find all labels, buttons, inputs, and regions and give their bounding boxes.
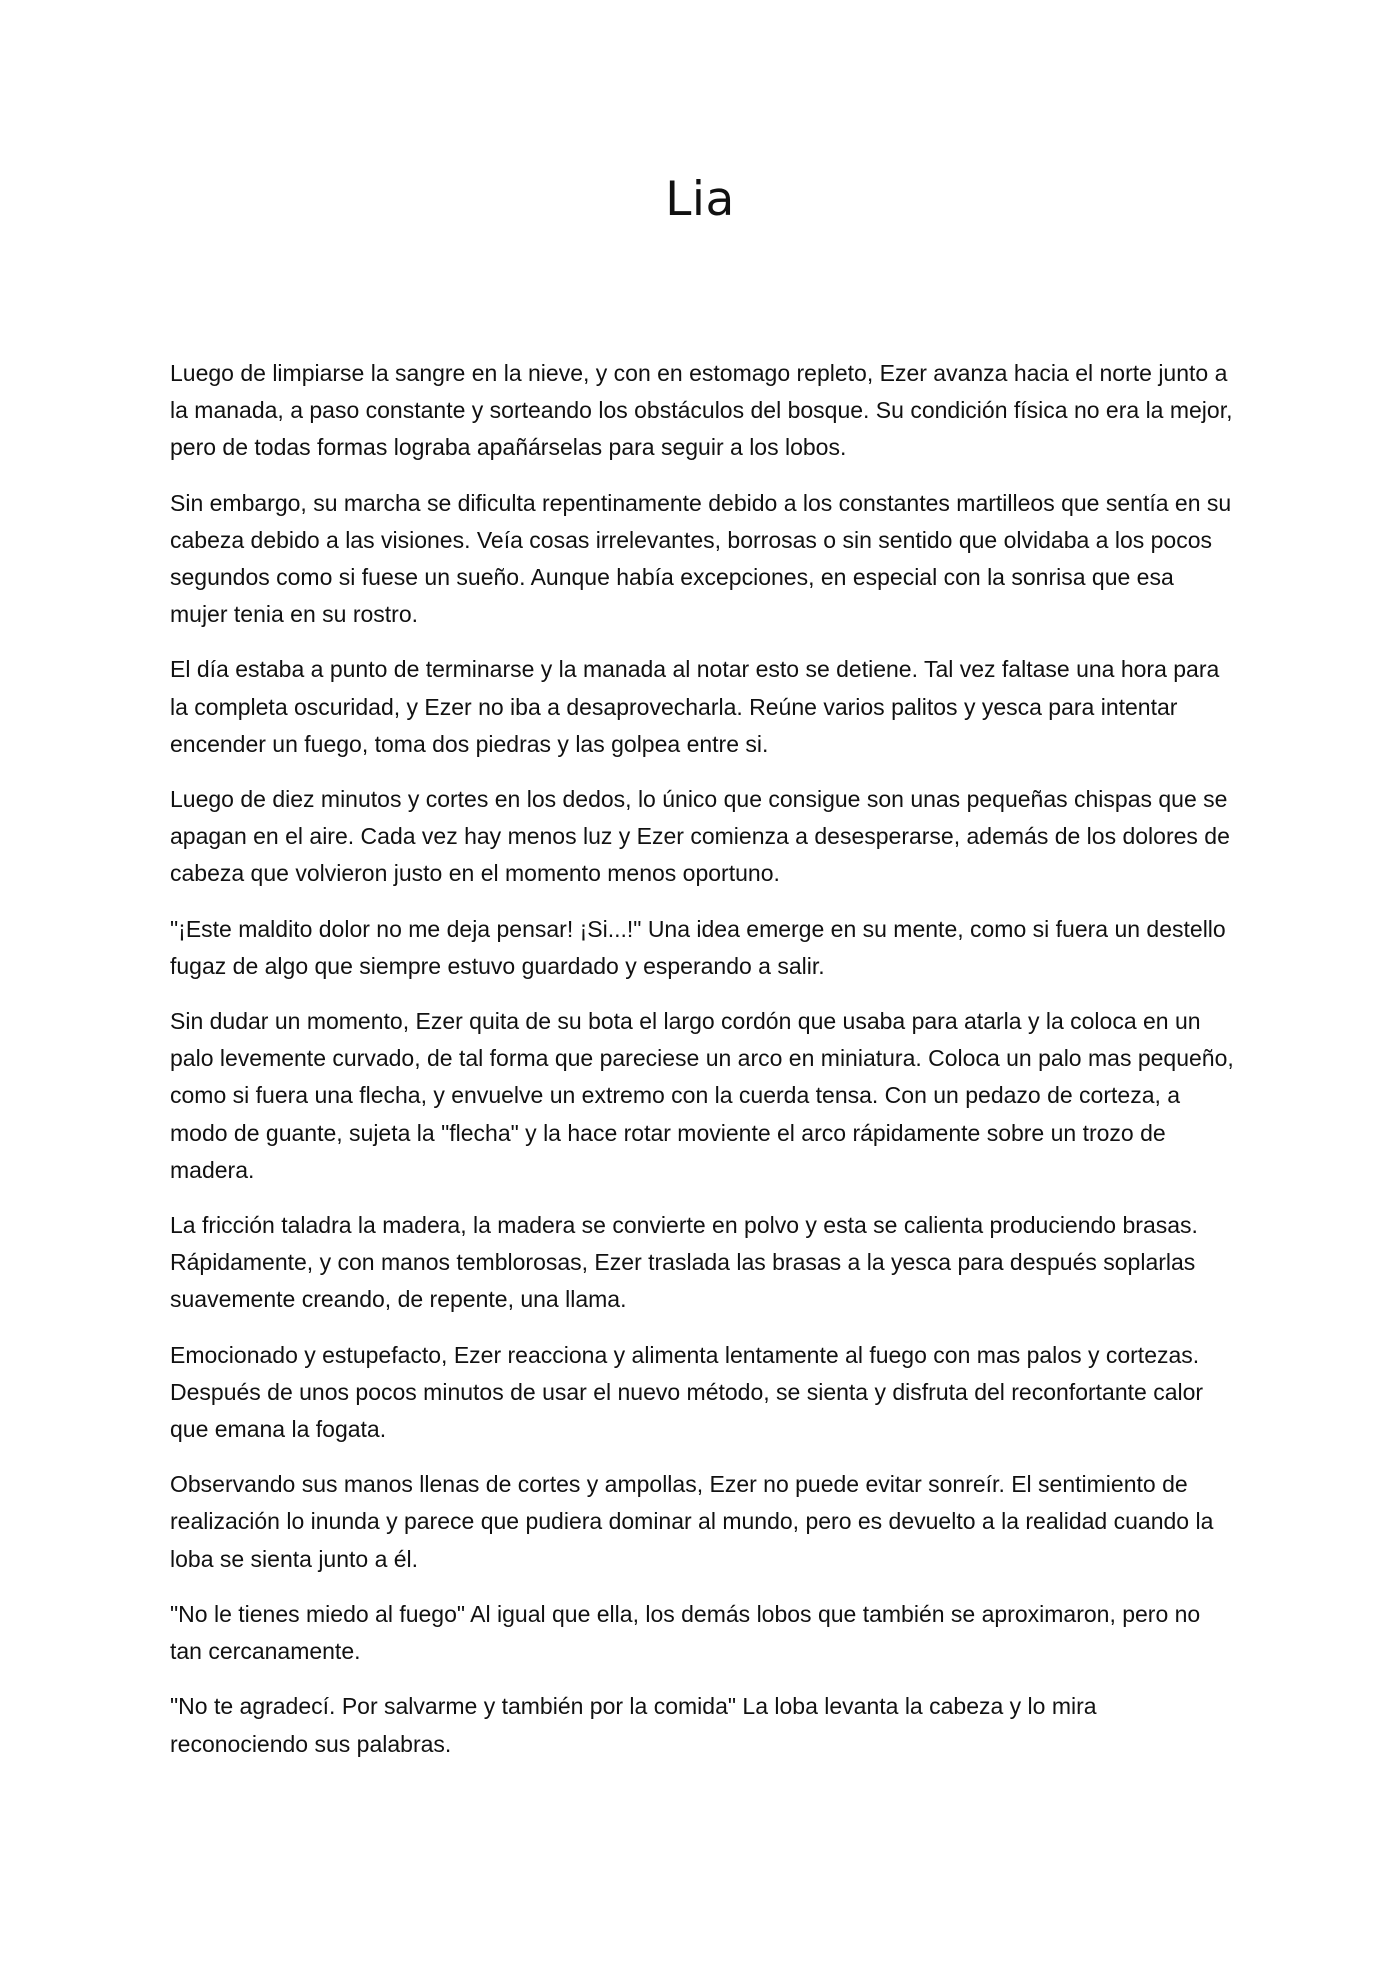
- paragraph: La fricción taladra la madera, la madera se convierte en polvo y esta se calienta produciendo brasas. Rápidamente, y con manos temblorosas, Ezer traslada las brasas a la yesca para después soplarlas suavemente creando, de repente, una llama.: [170, 1212, 1198, 1313]
- paragraph: El día estaba a punto de terminarse y la manada al notar esto se detiene. Tal vez faltase una hora para la completa oscuridad, y Ezer no iba a desaprovecharla. Reúne varios palitos y yesca para intentar encender un fuego, toma dos piedras y las golpea entre si.: [170, 656, 1220, 757]
- paragraph: "No le tienes miedo al fuego" Al igual que ella, los demás lobos que también se aproximaron, pero no tan cercanamente.: [170, 1600, 1201, 1665]
- paragraph: Emocionado y estupefacto, Ezer reacciona y alimenta lentamente al fuego con mas palos y cortezas. Después de unos pocos minutos de usar el nuevo método, se sienta y disfruta del reconfortante calor que emana la fogata.: [170, 1341, 1204, 1443]
- paragraph: "¡Este maldito dolor no me deja pensar! ¡Si...!" Una idea emerge en su mente, como si fuera un destello fugaz de algo que siempre estuvo guardado y esperando a salir.: [170, 915, 1226, 979]
- paragraph: "No te agradecí. Por salvarme y también por la comida" La loba levanta la cabeza y lo mira reconociendo sus palabras.: [170, 1693, 1097, 1757]
- document-title: Lia: [665, 172, 735, 227]
- paragraph: Luego de diez minutos y cortes en los dedos, lo único que consigue son unas pequeñas chispas que se apagan en el aire. Cada vez hay menos luz y Ezer comienza a desesperarse, además de los dolores de cabeza que volvieron justo en el momento menos oportuno.: [170, 786, 1230, 887]
- paragraph: Observando sus manos llenas de cortes y ampollas, Ezer no puede evitar sonreír. El sentimiento de realización lo inunda y parece que pudiera dominar al mundo, pero es devuelto a la realidad cuando la loba se sienta junto a él.: [170, 1471, 1214, 1572]
- document-body: [170, 355, 1235, 1781]
- paragraph: Sin dudar un momento, Ezer quita de su bota el largo cordón que usaba para atarla y la coloca en un palo levemente curvado, de tal forma que pareciese un arco en miniatura. Coloca un palo mas pequeño, como si fuera una flecha, y envuelve un extremo con la cuerda tensa. Con un pedazo de corteza, a modo de guante, sujeta la "flecha" y la hace rotar moviente el arco rápidamente sobre un trozo de madera.: [170, 1008, 1234, 1183]
- paragraph: Luego de limpiarse la sangre en la nieve, y con en estomago repleto, Ezer avanza hacia el norte junto a la manada, a paso constante y sorteando los obstáculos del bosque. Su condición física no era la mejor, pero de todas formas lograba apañárselas para seguir a los lobos.: [170, 360, 1233, 461]
- paragraph: Sin embargo, su marcha se dificulta repentinamente debido a los constantes martilleos que sentía en su cabeza debido a las visiones. Veía cosas irrelevantes, borrosas o sin sentido que olvidaba a los pocos segundos como si fuese un sueño. Aunque había excepciones, en especial con la sonrisa que esa mujer tenia en su rostro.: [170, 489, 1232, 628]
